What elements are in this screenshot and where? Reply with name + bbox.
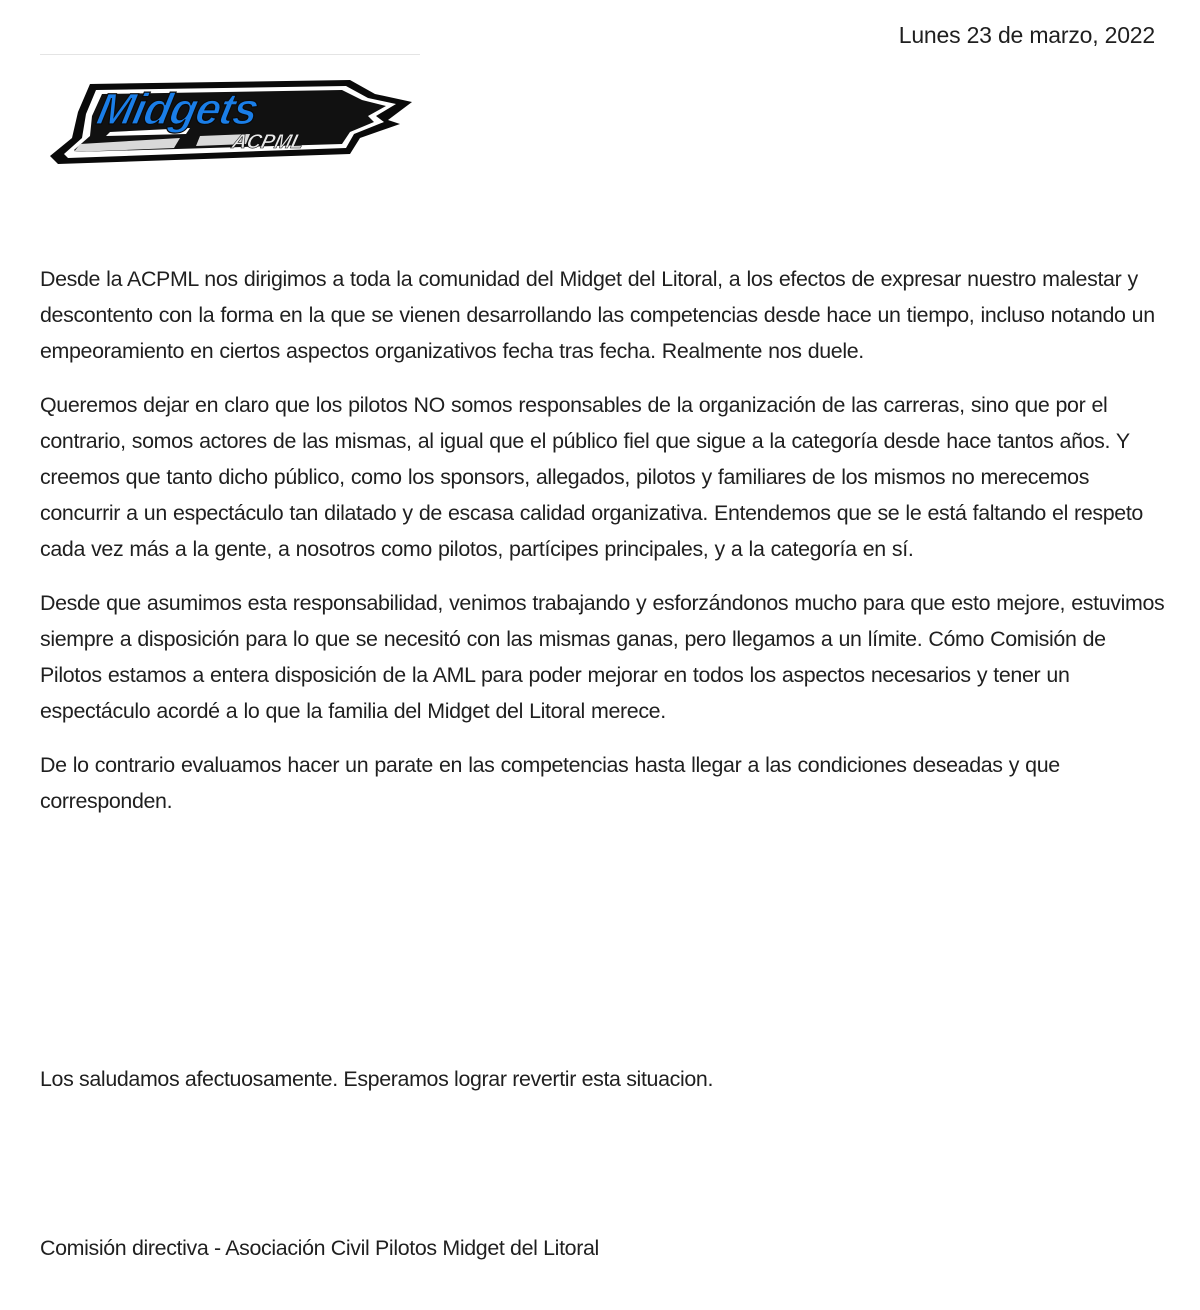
- signature-line: Comisión directiva - Asociación Civil Pilotos Midget del Litoral: [40, 1236, 599, 1260]
- body-paragraph: Desde la ACPML nos dirigimos a toda la comunidad del Midget del Litoral, a los efectos de expresar nuestro malestar y descontento con la forma en la que se vienen desarrollando las competencias desde hace un tiempo, incluso notando un empeoramiento en ciertos aspectos organizativos fecha tras fecha. Realmente nos duele.: [40, 267, 1155, 363]
- letter-body: [40, 261, 1170, 837]
- top-divider: [40, 54, 420, 55]
- body-paragraph: Desde que asumimos esta responsabilidad, venimos trabajando y esforzándonos mucho para que esto mejore, estuvimos siempre a disposición para lo que se necesitó con las mismas ganas, pero llegamos a un límite. Cómo Comisión de Pilotos estamos a entera disposición de la AML para poder mejorar en todos los aspectos necesarios y tener un espectáculo acordé a lo que la familia del Midget del Litoral merece.: [40, 591, 1165, 723]
- logo-main-text: Midgets: [92, 85, 263, 134]
- body-paragraph: Queremos dejar en claro que los pilotos NO somos responsables de la organización de las carreras, sino que por el contrario, somos actores de las mismas, al igual que el público fiel que sigue a la categoría desde hace tantos años. Y creemos que tanto dicho público, como los sponsors, allegados, pilotos y familiares de los mismos no merecemos concurrir a un espectáculo tan dilatado y de escasa calidad organizativa. Entendemos que se le está faltando el respeto cada vez más a la gente, a nosotros como pilotos, partícipes principales, y a la categoría en sí.: [40, 393, 1143, 561]
- body-paragraph: De lo contrario evaluamos hacer un parate en las competencias hasta llegar a las condiciones deseadas y que corresponden.: [40, 753, 1060, 813]
- logo-sub-text: ACPML: [229, 131, 307, 153]
- date-line: Lunes 23 de marzo, 2022: [898, 22, 1155, 48]
- logo: [50, 72, 415, 172]
- midgets-acpml-logo-icon: [50, 72, 415, 172]
- closing-line: Los saludamos afectuosamente. Esperamos lograr revertir esta situacion.: [40, 1067, 714, 1091]
